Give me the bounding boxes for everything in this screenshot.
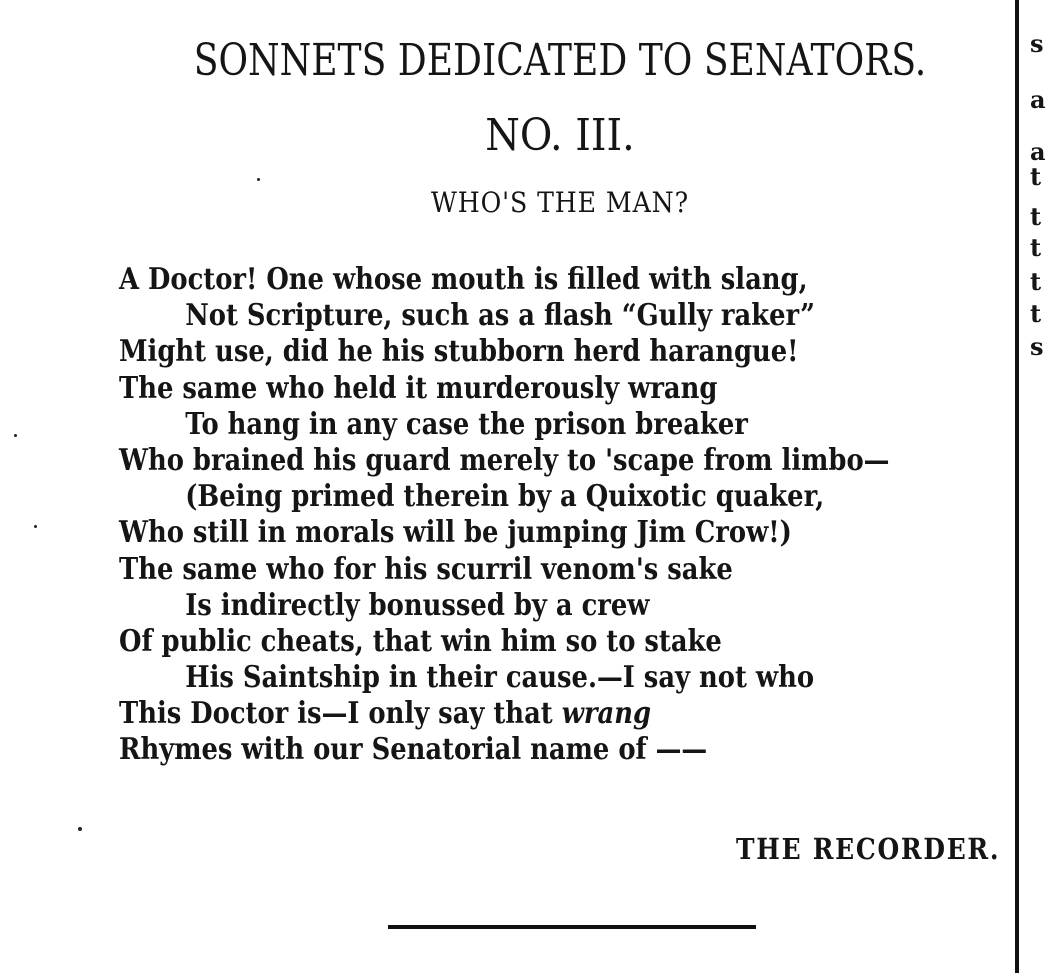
cropped-adjacent-column xyxy=(1030,0,1046,973)
poem-line-7: (Being primed therein by a Quixotic quaker, xyxy=(185,479,825,515)
cropped-glyph: t xyxy=(1030,233,1042,262)
page-title: SONNETS DEDICATED TO SENATORS. xyxy=(193,35,927,86)
cropped-glyph: t xyxy=(1030,202,1042,231)
poem-line-3: Might use, did he his stubborn herd harangue! xyxy=(119,334,799,370)
section-divider xyxy=(388,925,756,929)
sonnet-text xyxy=(119,262,999,769)
poem-line-10: Is indirectly bonussed by a crew xyxy=(185,587,650,623)
cropped-glyph: s xyxy=(1030,332,1044,361)
poem-line-6: Who brained his guard merely to 'scape from limbo— xyxy=(119,442,890,478)
poem-line-13-text: This Doctor is—I only say that xyxy=(119,696,553,732)
print-speck xyxy=(14,434,17,437)
poem-line-4: The same who held it murderously wrang xyxy=(119,370,718,406)
print-speck xyxy=(78,827,82,831)
cropped-glyph: t xyxy=(1030,162,1042,191)
author-signature: THE RECORDER. xyxy=(735,832,1000,866)
poem-line-12: His Saintship in their cause.—I say not who xyxy=(185,660,815,696)
sonnet-number: NO. III. xyxy=(485,110,635,161)
cropped-glyph: a xyxy=(1030,137,1046,166)
poem-line-8: Who still in morals will be jumping Jim Crow!) xyxy=(119,515,792,551)
print-speck xyxy=(257,178,260,181)
emphasized-word: wrang xyxy=(561,696,652,732)
print-speck xyxy=(34,525,37,528)
poem-line-14: Rhymes with our Senatorial name of —— xyxy=(119,732,708,768)
cropped-glyph: s xyxy=(1030,29,1044,58)
poem-line-11: Of public cheats, that win him so to stake xyxy=(119,623,722,659)
poem-line-13 xyxy=(119,696,876,732)
cropped-glyph: t xyxy=(1030,299,1042,328)
poem-line-2: Not Scripture, such as a flash “Gully raker” xyxy=(185,298,815,334)
cropped-glyph: a xyxy=(1030,85,1046,114)
sonnet-subtitle: WHO'S THE MAN? xyxy=(430,186,690,219)
poem-line-9: The same who for his scurril venom's sake xyxy=(119,551,733,587)
column-divider xyxy=(1015,0,1019,973)
poem-line-5: To hang in any case the prison breaker xyxy=(185,406,748,442)
cropped-glyph: t xyxy=(1030,267,1042,296)
poem-line-1: A Doctor! One whose mouth is filled with slang, xyxy=(119,262,808,297)
